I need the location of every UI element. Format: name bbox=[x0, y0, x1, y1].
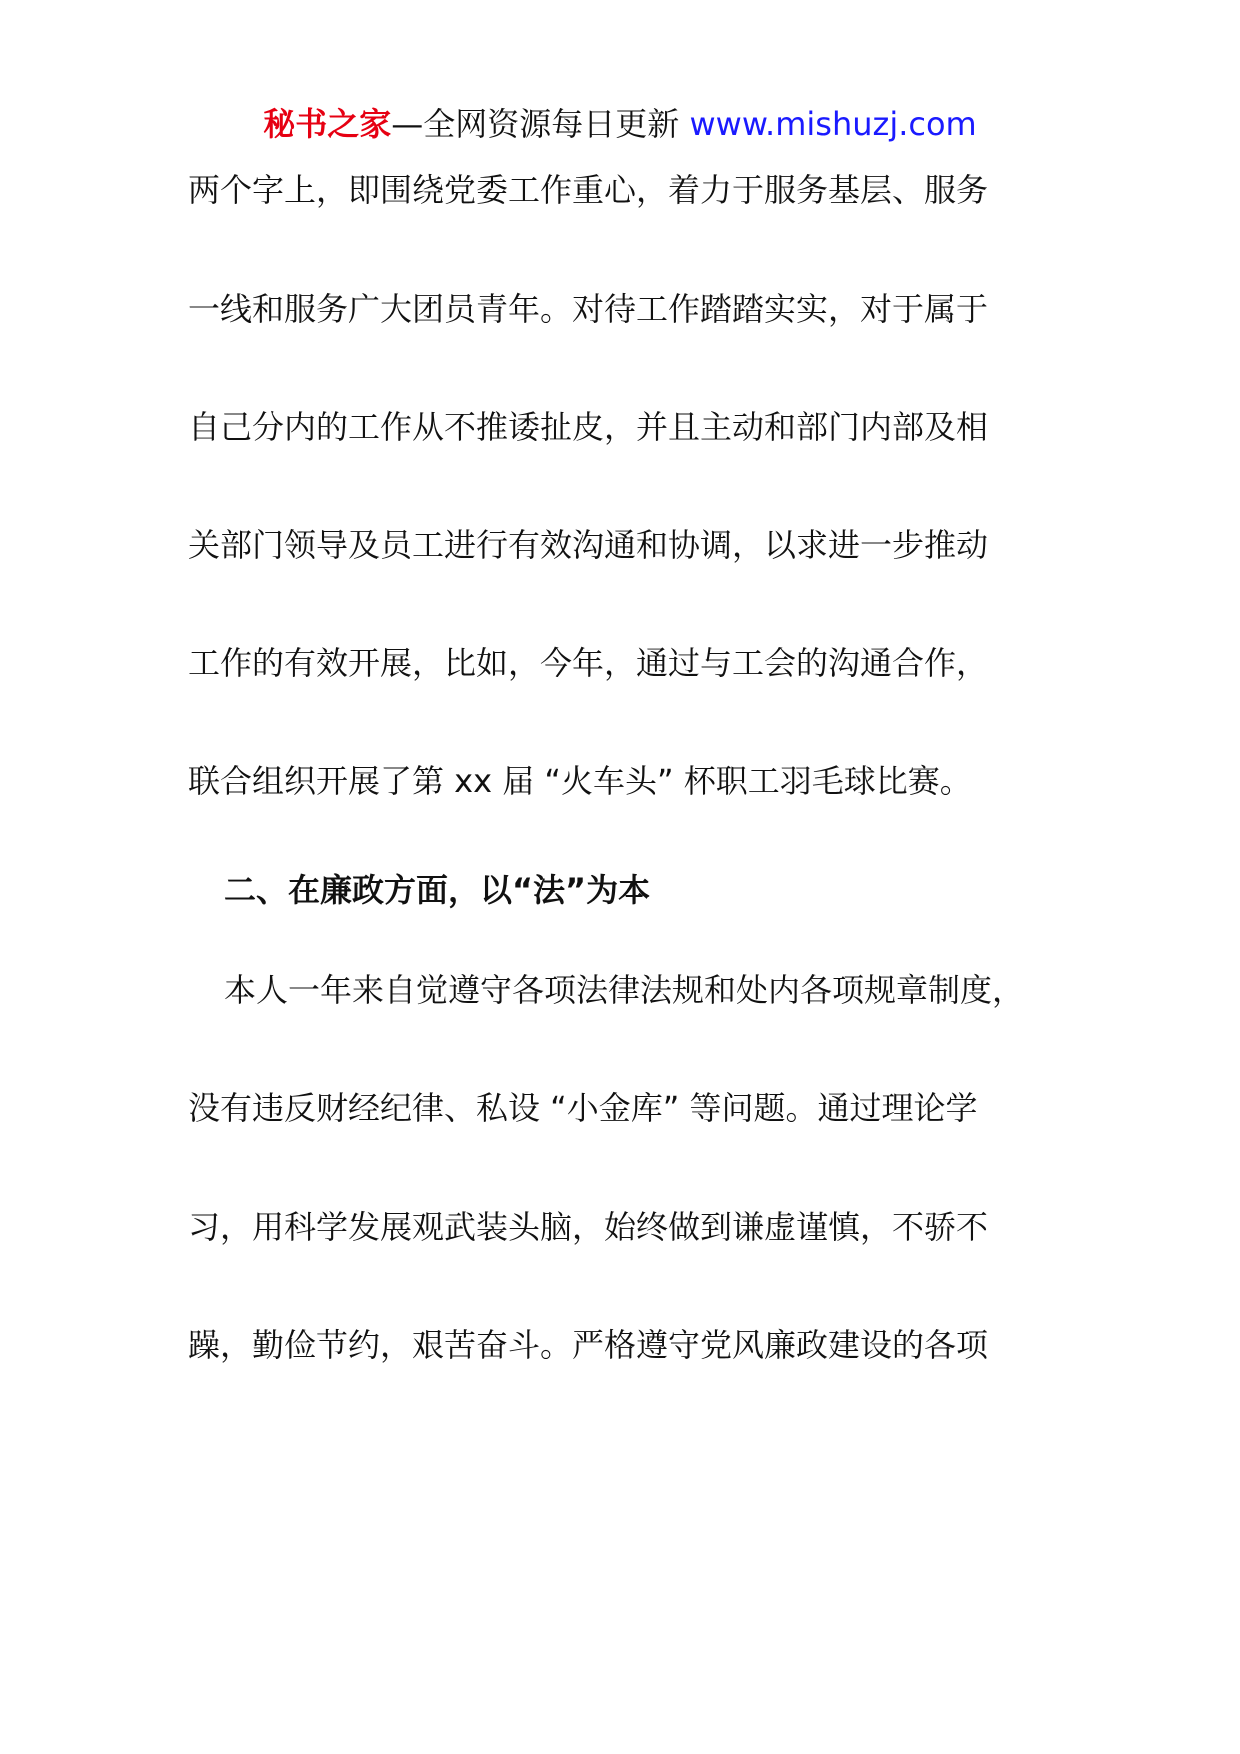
body-line-9: 习，用科学发展观武装头脑，始终做到谦虚谨慎，不骄不 bbox=[188, 1208, 989, 1246]
site-url-link[interactable]: www.mishuzj.com bbox=[689, 105, 977, 143]
site-header bbox=[0, 102, 1240, 146]
body-line-7: 本人一年来自觉遵守各项法律法规和处内各项规章制度， bbox=[224, 971, 1025, 1009]
site-brand: 秘书之家 bbox=[263, 105, 392, 143]
body-line-10: 躁，勤俭节约，艰苦奋斗。严格遵守党风廉政建设的各项 bbox=[188, 1326, 989, 1364]
body-line-8: 没有违反财经纪律、私设 “小金库” 等问题。通过理论学 bbox=[188, 1089, 978, 1127]
body-line-5: 工作的有效开展，比如，今年，通过与工会的沟通合作， bbox=[188, 644, 989, 682]
body-line-4: 关部门领导及员工进行有效沟通和协调，以求进一步推动 bbox=[188, 526, 989, 564]
body-line-1: 两个字上，即围绕党委工作重心，着力于服务基层、服务 bbox=[188, 171, 989, 209]
body-line-3: 自己分内的工作从不推诿扯皮，并且主动和部门内部及相 bbox=[188, 408, 989, 446]
section-heading: 二、在廉政方面，以“法”为本 bbox=[224, 871, 651, 909]
body-line-2: 一线和服务广大团员青年。对待工作踏踏实实，对于属于 bbox=[188, 290, 989, 328]
site-tagline: —全网资源每日更新 bbox=[391, 105, 690, 143]
body-line-6: 联合组织开展了第 xx 届 “火车头” 杯职工羽毛球比赛。 bbox=[188, 762, 972, 800]
